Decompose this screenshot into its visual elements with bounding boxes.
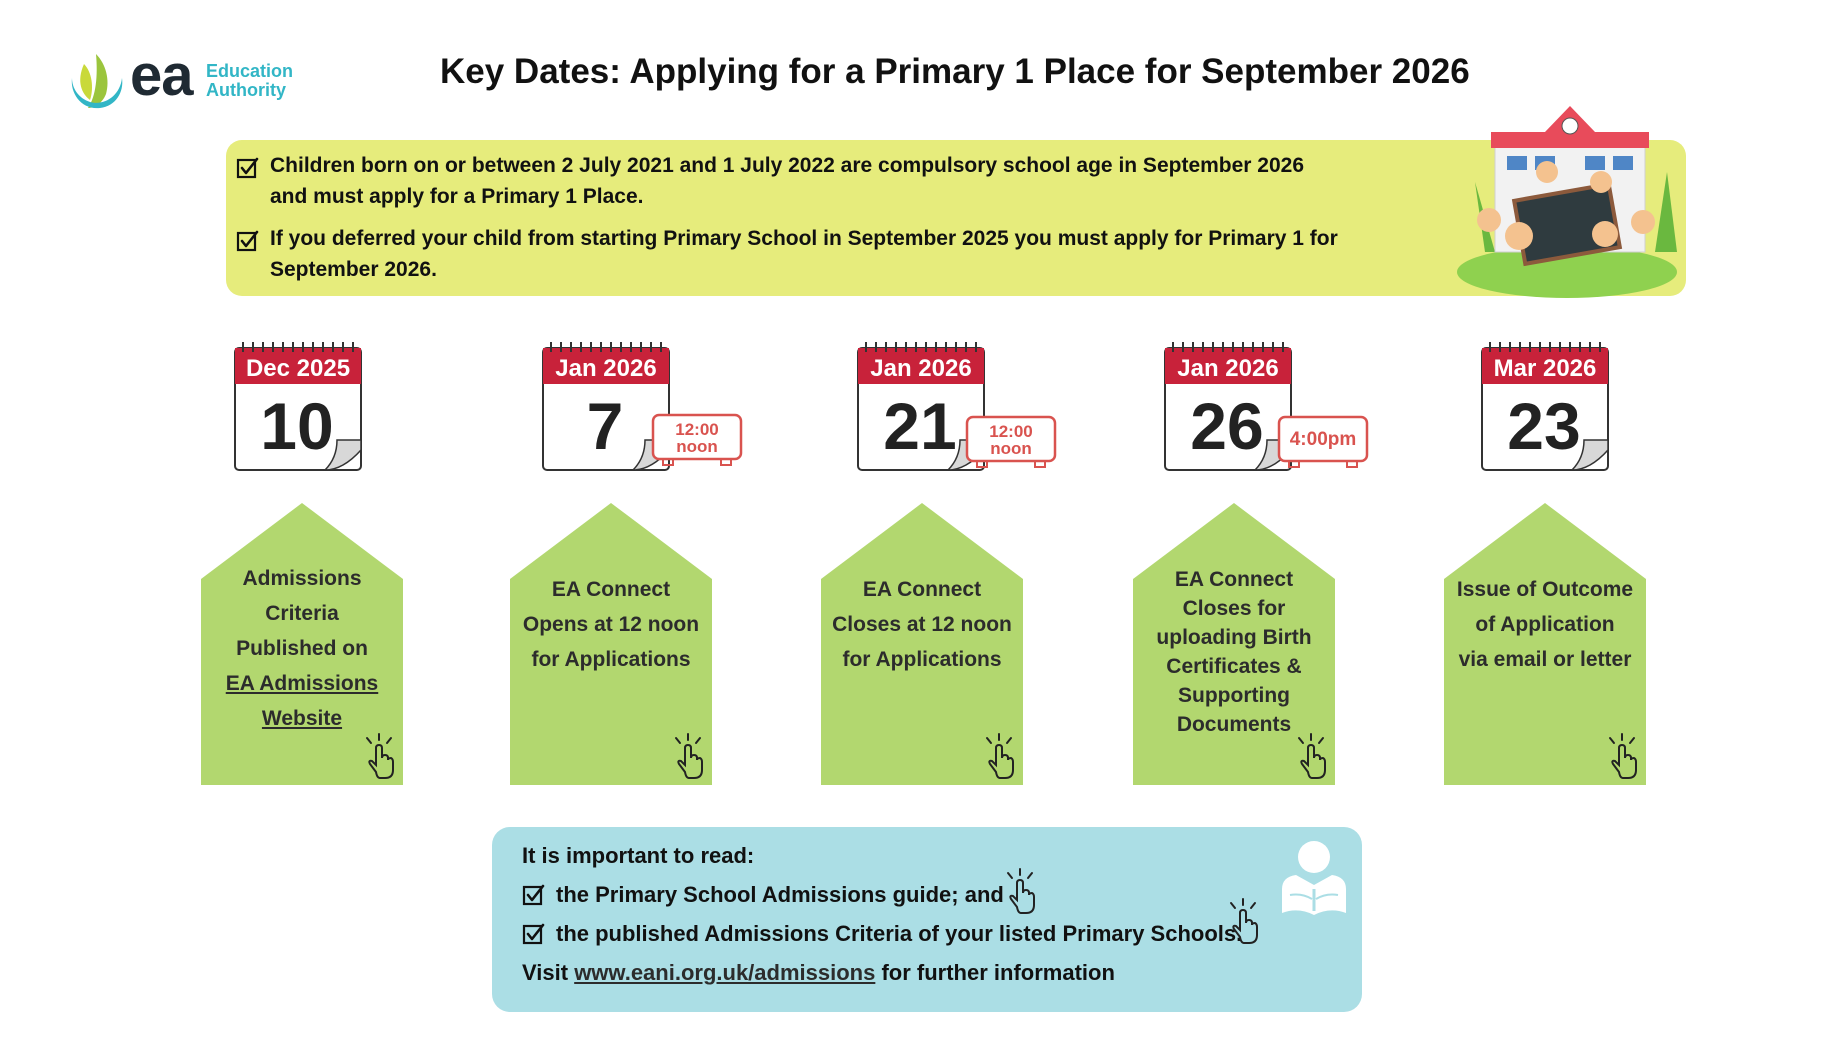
ea-logo[interactable] bbox=[66, 43, 326, 118]
banner-item-1-line1: Children born on or between 2 July 2021 and 1 July 2022 are compulsory school age in September 2026 bbox=[270, 154, 1305, 177]
key-date-card-3[interactable] bbox=[821, 503, 1023, 785]
card-line: Admissions bbox=[242, 567, 362, 590]
info-item-criteria-text: the published Admissions Criteria of your listed Primary Schools. bbox=[556, 921, 1243, 946]
calendar-dec-10 bbox=[233, 340, 363, 474]
card-line: Closes at 12 noon bbox=[832, 613, 1012, 636]
click-hand-icon[interactable] bbox=[1293, 732, 1329, 780]
leaf-icon bbox=[66, 48, 128, 112]
card-line: EA Connect bbox=[862, 578, 982, 601]
card-line: of Application bbox=[1475, 613, 1615, 636]
card-line: Certificates & bbox=[1166, 655, 1302, 678]
info-heading: It is important to read: bbox=[522, 843, 755, 868]
card-line: for Applications bbox=[842, 648, 1002, 671]
calendar-mar-23 bbox=[1480, 340, 1610, 474]
clock-time-text bbox=[969, 423, 1053, 457]
card-line: Published on bbox=[236, 637, 368, 660]
key-date-card-1[interactable] bbox=[201, 503, 403, 785]
person-reading-icon bbox=[1276, 839, 1352, 923]
checkbox-checked-icon bbox=[236, 229, 260, 253]
card-line: Criteria bbox=[265, 602, 339, 625]
key-date-card-text bbox=[205, 561, 399, 736]
calendar-month: Dec 2025 bbox=[245, 355, 351, 382]
eani-admissions-link[interactable]: www.eani.org.uk/admissions bbox=[574, 960, 876, 985]
key-date-card-text bbox=[1448, 572, 1642, 677]
logo-subtitle bbox=[206, 62, 293, 100]
calendar-month: Mar 2026 bbox=[1493, 355, 1597, 382]
card-line: Closes for bbox=[1182, 597, 1286, 620]
admissions-website-link-line2[interactable]: Website bbox=[261, 707, 343, 730]
logo-ea-text: ea bbox=[130, 43, 193, 108]
clock-time-line2: noon bbox=[990, 439, 1032, 458]
checkbox-checked-icon bbox=[522, 922, 546, 946]
visit-prefix: Visit bbox=[522, 960, 569, 985]
clock-time-line1: 12:00 bbox=[989, 422, 1033, 441]
banner-item-2-line2: September 2026. bbox=[270, 258, 437, 281]
click-hand-icon[interactable] bbox=[361, 732, 397, 780]
important-info-box bbox=[492, 827, 1362, 1012]
checkbox-checked-icon bbox=[236, 156, 260, 180]
calendar-day: 23 bbox=[1507, 389, 1581, 463]
calendar-day: 26 bbox=[1190, 389, 1264, 463]
card-line: Supporting bbox=[1178, 684, 1290, 707]
calendar-jan-26 bbox=[1163, 340, 1293, 474]
alarm-clock-time bbox=[651, 413, 743, 469]
click-hand-icon[interactable] bbox=[981, 732, 1017, 780]
card-line: EA Connect bbox=[551, 578, 671, 601]
calendar-month: Jan 2026 bbox=[555, 355, 657, 382]
visit-suffix: for further information bbox=[881, 960, 1115, 985]
click-hand-icon[interactable] bbox=[1604, 732, 1640, 780]
card-line: for Applications bbox=[531, 648, 691, 671]
click-hand-icon[interactable] bbox=[1002, 867, 1038, 915]
calendar-day: 10 bbox=[260, 389, 334, 463]
clock-time-line1: 12:00 bbox=[675, 420, 719, 439]
key-date-card-text bbox=[514, 572, 708, 677]
key-date-card-2[interactable] bbox=[510, 503, 712, 785]
key-date-card-5[interactable] bbox=[1444, 503, 1646, 785]
info-item-guide-text: the Primary School Admissions guide; and bbox=[556, 882, 1004, 907]
card-line: Issue of Outcome bbox=[1456, 578, 1634, 601]
card-line: via email or letter bbox=[1458, 648, 1632, 671]
admissions-website-link-line1[interactable]: EA Admissions bbox=[225, 672, 379, 695]
calendar-month: Jan 2026 bbox=[870, 355, 972, 382]
alarm-clock-time bbox=[965, 415, 1057, 471]
click-hand-icon[interactable] bbox=[670, 732, 706, 780]
clock-time-text bbox=[655, 421, 739, 455]
card-line: uploading Birth bbox=[1156, 626, 1312, 649]
card-line: EA Connect bbox=[1174, 568, 1294, 591]
banner-item-2-line1: If you deferred your child from starting Primary School in September 2025 you must apply for Primary 1 for bbox=[270, 227, 1338, 250]
calendar-month: Jan 2026 bbox=[1177, 355, 1279, 382]
logo-sub-line1: Education bbox=[206, 61, 294, 81]
card-line: Opens at 12 noon bbox=[522, 613, 700, 636]
key-date-card-text bbox=[825, 572, 1019, 677]
calendar-day: 21 bbox=[883, 389, 957, 463]
key-date-card-text bbox=[1137, 565, 1331, 739]
key-date-card-4[interactable] bbox=[1133, 503, 1335, 785]
alarm-clock-time bbox=[1277, 415, 1369, 471]
checkbox-checked-icon bbox=[522, 883, 546, 907]
card-line: Documents bbox=[1176, 713, 1292, 736]
clock-time-text: 4:00pm bbox=[1289, 429, 1357, 450]
clock-time-line2: noon bbox=[676, 437, 718, 456]
school-children-illustration bbox=[1455, 102, 1680, 302]
banner-item-1-line2: and must apply for a Primary 1 Place. bbox=[270, 185, 644, 208]
calendar-day: 7 bbox=[586, 389, 624, 463]
page-title: Key Dates: Applying for a Primary 1 Place for September 2026 bbox=[440, 52, 1470, 91]
logo-sub-line2: Authority bbox=[206, 80, 286, 100]
info-visit-line bbox=[522, 958, 1115, 988]
click-hand-icon[interactable] bbox=[1225, 897, 1261, 945]
